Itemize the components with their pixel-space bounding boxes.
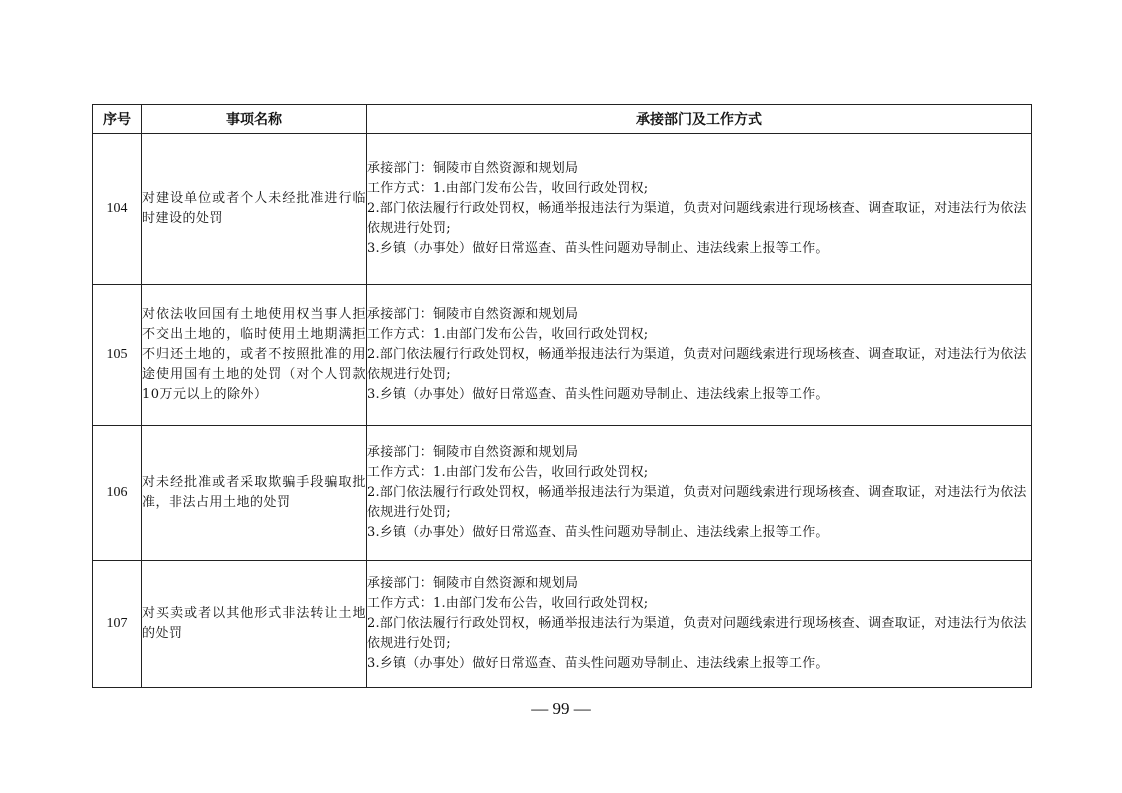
row-detail <box>367 134 1032 285</box>
row-step2: 2.部门依法履行行政处罚权，畅通举报违法行为渠道，负责对问题线索进行现场核查、调查取证，对违法行为依法依规进行处罚; <box>367 485 1027 520</box>
row-mode: 工作方式：1.由部门发布公告，收回行政处罚权; <box>367 181 649 196</box>
row-mode: 工作方式：1.由部门发布公告，收回行政处罚权; <box>367 465 649 480</box>
row-seq: 105 <box>93 285 142 426</box>
row-step3: 3.乡镇（办事处）做好日常巡查、苗头性问题劝导制止、违法线索上报等工作。 <box>367 241 829 256</box>
row-item-name: 对未经批准或者采取欺骗手段骗取批准，非法占用土地的处罚 <box>142 426 367 561</box>
row-step3: 3.乡镇（办事处）做好日常巡查、苗头性问题劝导制止、违法线索上报等工作。 <box>367 525 829 540</box>
row-seq: 107 <box>93 561 142 688</box>
table-row <box>93 285 1032 426</box>
table-row <box>93 561 1032 688</box>
row-dept: 承接部门：铜陵市自然资源和规划局 <box>367 445 579 460</box>
row-item-name: 对买卖或者以其他形式非法转让土地的处罚 <box>142 561 367 688</box>
row-dept: 承接部门：铜陵市自然资源和规划局 <box>367 161 579 176</box>
row-step2: 2.部门依法履行行政处罚权，畅通举报违法行为渠道，负责对问题线索进行现场核查、调查取证，对违法行为依法依规进行处罚; <box>367 616 1027 651</box>
header-seq: 序号 <box>93 105 142 134</box>
row-mode: 工作方式：1.由部门发布公告，收回行政处罚权; <box>367 596 649 611</box>
table-header-row <box>93 105 1032 134</box>
row-mode: 工作方式：1.由部门发布公告，收回行政处罚权; <box>367 327 649 342</box>
row-step3: 3.乡镇（办事处）做好日常巡查、苗头性问题劝导制止、违法线索上报等工作。 <box>367 656 829 671</box>
row-seq: 104 <box>93 134 142 285</box>
row-item-name: 对依法收回国有土地使用权当事人拒不交出土地的，临时使用土地期满拒不归还土地的，或者不按照批准的用途使用国有土地的处罚（对个人罚款10万元以上的除外） <box>142 285 367 426</box>
row-dept: 承接部门：铜陵市自然资源和规划局 <box>367 576 579 591</box>
row-detail <box>367 285 1032 426</box>
table-row <box>93 426 1032 561</box>
items-table <box>92 104 1032 688</box>
row-detail <box>367 561 1032 688</box>
row-dept: 承接部门：铜陵市自然资源和规划局 <box>367 307 579 322</box>
row-step2: 2.部门依法履行行政处罚权，畅通举报违法行为渠道，负责对问题线索进行现场核查、调查取证，对违法行为依法依规进行处罚; <box>367 201 1027 236</box>
row-seq: 106 <box>93 426 142 561</box>
row-step2: 2.部门依法履行行政处罚权，畅通举报违法行为渠道，负责对问题线索进行现场核查、调查取证，对违法行为依法依规进行处罚; <box>367 347 1027 382</box>
row-detail <box>367 426 1032 561</box>
header-dept-and-mode: 承接部门及工作方式 <box>367 105 1032 134</box>
header-item-name: 事项名称 <box>142 105 367 134</box>
page-number: — 99 — <box>531 699 591 718</box>
table-row <box>93 134 1032 285</box>
row-step3: 3.乡镇（办事处）做好日常巡查、苗头性问题劝导制止、违法线索上报等工作。 <box>367 387 829 402</box>
row-item-name: 对建设单位或者个人未经批准进行临时建设的处罚 <box>142 134 367 285</box>
